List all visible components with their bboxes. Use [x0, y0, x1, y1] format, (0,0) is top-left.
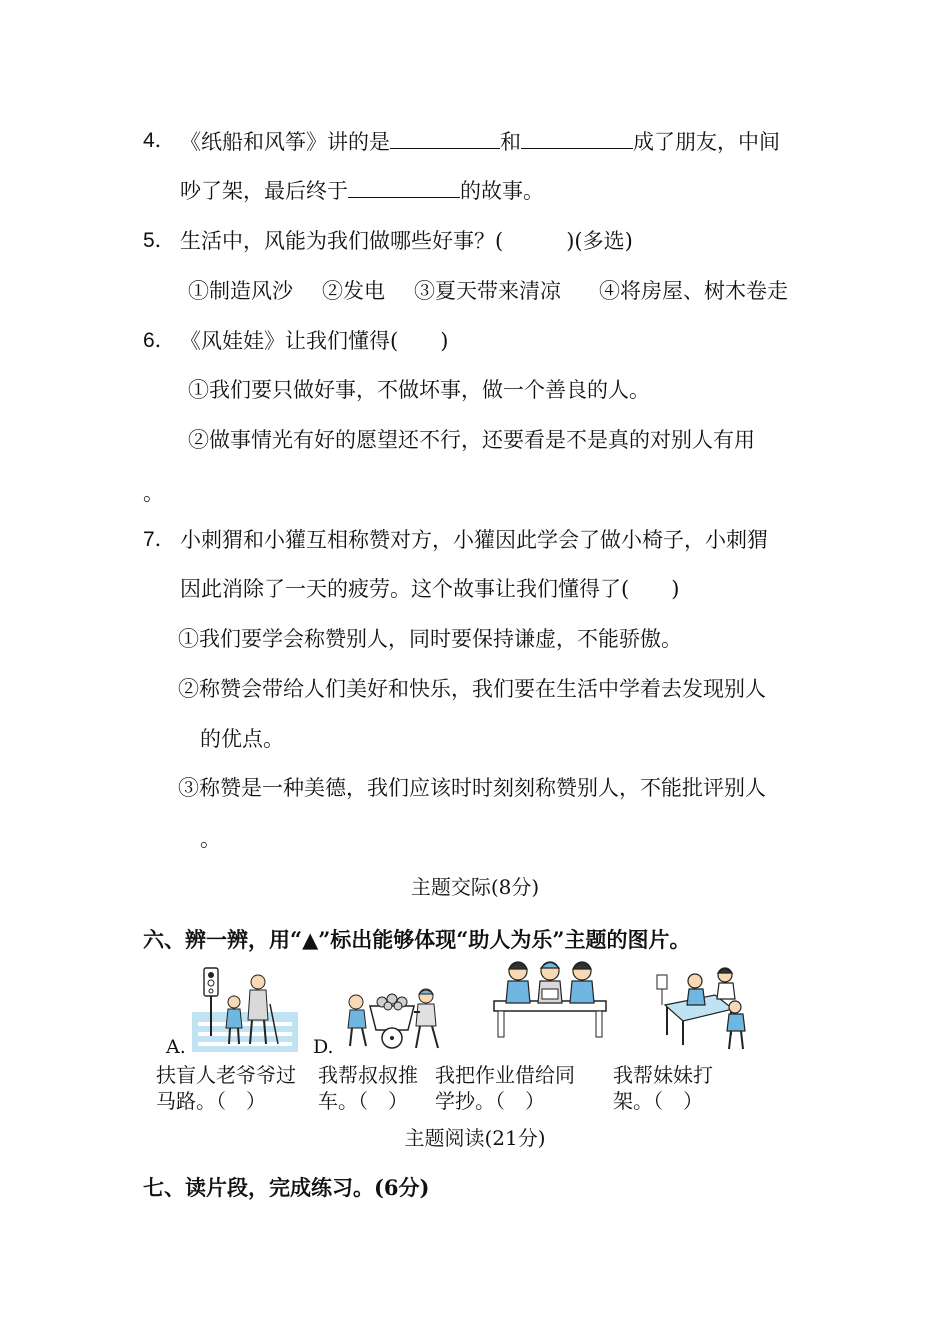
- q4-blank-3[interactable]: [348, 177, 460, 198]
- caption-2-line-1: 我帮叔叔推: [318, 1063, 418, 1087]
- q5-option-3: ③夏天带来清凉: [414, 279, 561, 303]
- q4-text-b: 和: [500, 130, 521, 154]
- q5-option-2: ②发电: [322, 279, 385, 303]
- q7-number: 7．: [143, 528, 176, 551]
- q4-number: 4．: [143, 129, 176, 152]
- caption-1-line-2: 马路。（ ）: [156, 1089, 266, 1113]
- q4-blank-2[interactable]: [521, 128, 633, 149]
- q4-text-c: 成了朋友，中间: [633, 130, 780, 154]
- section-communication-heading: 主题交际(8分): [410, 875, 540, 899]
- picture-d-label: D.: [313, 1036, 334, 1058]
- section-reading-heading: 主题阅读(21分): [404, 1126, 546, 1150]
- q6-number: 6．: [143, 329, 176, 352]
- picture-three-children-bench[interactable]: [490, 955, 610, 1045]
- q4-line-2: [180, 177, 544, 204]
- q5-stem: 生活中，风能为我们做哪些好事？( )(多选): [180, 229, 633, 253]
- q4-text-e: 的故事。: [460, 179, 544, 203]
- caption-3-line-2: 学抄。（ ）: [435, 1089, 545, 1113]
- q5-option-1: ①制造风沙: [188, 279, 293, 303]
- q6-option-2-end: 。: [143, 481, 164, 505]
- caption-2-line-2: 车。（ ）: [318, 1089, 408, 1113]
- part-6-title: 六、辨一辨，用“▲”标出能够体现“助人为乐”主题的图片。: [143, 927, 691, 952]
- caption-4-line-1: 我帮妹妹打: [613, 1063, 713, 1087]
- q7-option-1: ①我们要学会称赞别人，同时要保持谦虚，不能骄傲。: [178, 627, 682, 651]
- q4-blank-1[interactable]: [390, 128, 500, 149]
- picture-a-crossing-road[interactable]: [192, 964, 298, 1054]
- q7-option-3-end: 。: [200, 827, 221, 851]
- q4-text-d: 吵了架，最后终于: [180, 179, 348, 203]
- q7-option-3: ③称赞是一种美德，我们应该时时刻刻称赞别人，不能批评别人: [178, 776, 766, 800]
- q5-option-4: ④将房屋、树木卷走: [599, 279, 788, 303]
- q7-option-2-line-2: 的优点。: [200, 727, 284, 751]
- part-7-title: 七、读片段，完成练习。(6分): [143, 1175, 430, 1200]
- q6-option-1: ①我们要只做好事，不做坏事，做一个善良的人。: [188, 378, 650, 402]
- q5-number: 5．: [143, 229, 176, 252]
- picture-children-fighting[interactable]: [655, 965, 751, 1055]
- q6-option-2: ②做事情光有好的愿望还不行，还要看是不是真的对别人有用: [188, 428, 755, 452]
- q7-option-2-line-1: ②称赞会带给人们美好和快乐，我们要在生活中学着去发现别人: [178, 677, 766, 701]
- picture-d-pushing-cart[interactable]: [342, 986, 448, 1054]
- caption-4-line-2: 架。（ ）: [613, 1089, 703, 1113]
- picture-a-label: A.: [166, 1036, 186, 1058]
- caption-1-line-1: 扶盲人老爷爷过: [156, 1063, 296, 1087]
- q4-text-a: 《纸船和风筝》讲的是: [180, 130, 390, 154]
- caption-3-line-1: 我把作业借给同: [435, 1063, 575, 1087]
- q7-line-2: 因此消除了一天的疲劳。这个故事让我们懂得了( ): [180, 577, 680, 601]
- q7-line-1: 小刺猬和小獾互相称赞对方，小獾因此学会了做小椅子，小刺猬: [180, 528, 768, 552]
- q6-stem: 《风娃娃》让我们懂得( ): [180, 329, 449, 353]
- q4-line-1: [180, 128, 780, 155]
